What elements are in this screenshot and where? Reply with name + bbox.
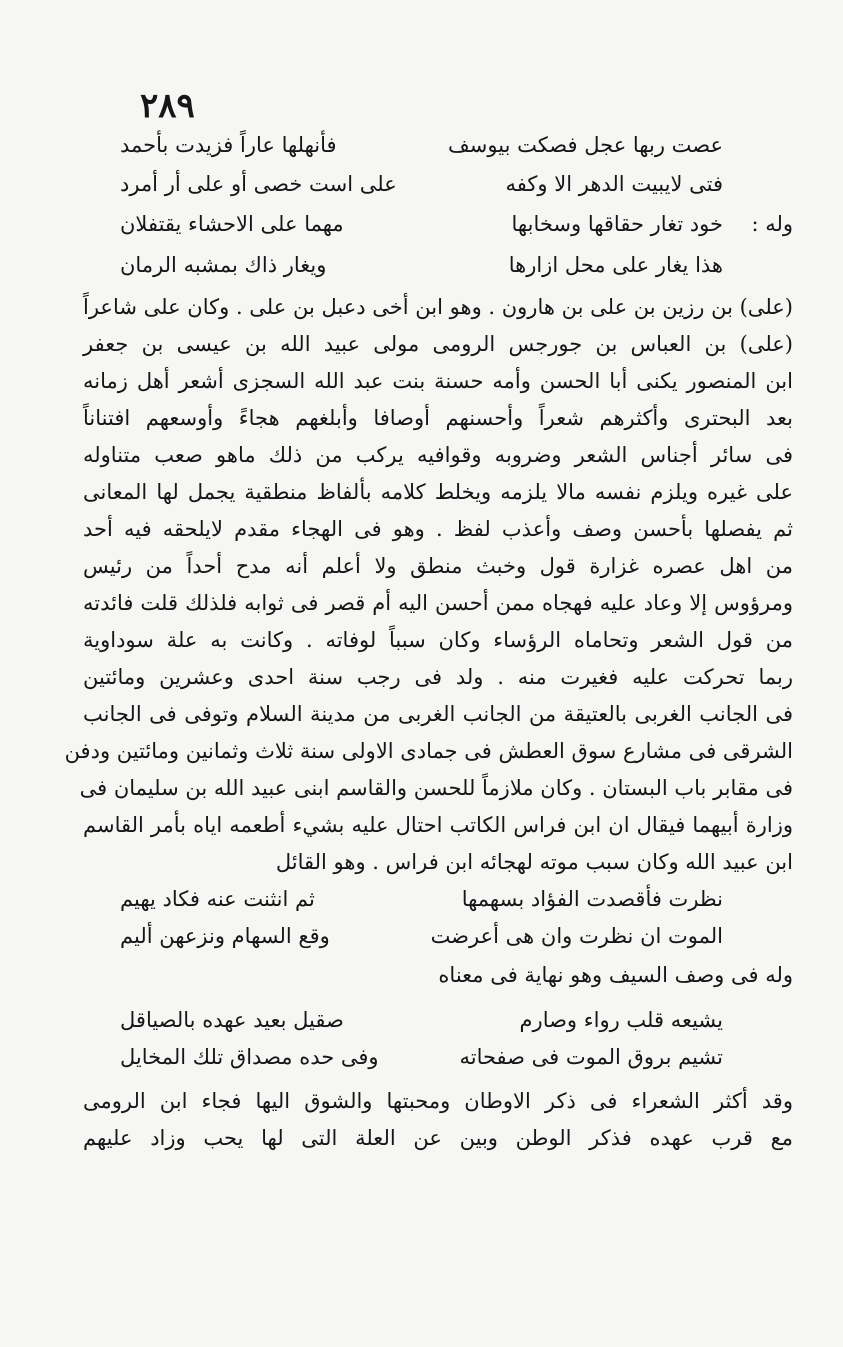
verse-hemistich: فأنهلها عاراً فزيدت بأحمد bbox=[120, 133, 337, 157]
sword-intro: وله فى وصف السيف وهو نهاية فى معناه bbox=[438, 963, 793, 987]
verse-hemistich: ويغار ذاك بمشبه الرمان bbox=[120, 253, 327, 277]
prose-line: ابن عبيد الله وكان سبب موته لهجائه ابن فراس . وهو القائل bbox=[275, 850, 793, 874]
verse-hemistich: الموت ان نظرت وان هى أعرضت bbox=[430, 924, 723, 948]
prose-line: مع قرب عهده فذكر الوطن وبين عن العلة التى لها يحب وزاد عليهم bbox=[83, 1126, 793, 1150]
prose-line: فى سائر أجناس الشعر وضروبه وقوافيه يركب من ذلك ماهو صعب متناوله bbox=[83, 443, 793, 467]
prose-line: من اهل عصره غزارة قول وخبث منطق ولا أعلم أنه مدح أحداً من رئيس bbox=[83, 554, 793, 578]
verse-hemistich: هذا يغار على محل ازارها bbox=[508, 253, 723, 277]
verse-hemistich: مهما على الاحشاء يقتفلان bbox=[120, 212, 344, 236]
walahu-label: وله : bbox=[751, 212, 793, 236]
prose-line: على غيره ويلزم نفسه مالا يلزمه ويخلط كلامه بألفاظ منطقية يجمل لها المعانى bbox=[83, 480, 793, 504]
verse-hemistich: وقع السهام ونزعهن أليم bbox=[120, 924, 330, 948]
prose-line: بعد البحترى وأكثرهم شعراً وأحسنهم أوصافا وأبلغهم هجاءً وأوسعهم افتناناً bbox=[83, 406, 793, 430]
prose-line: ربما تحركت عليه فغيرت منه . ولد فى رجب سنة احدى وعشرين ومائتين bbox=[83, 665, 793, 689]
page-number: ٢٨٩ bbox=[140, 86, 195, 126]
verse-hemistich: فتى لايبيت الدهر الا وكفه bbox=[505, 172, 723, 196]
prose-line: فى الجانب الغربى بالعتيقة من الجانب الغربى من مدينة السلام وتوفى فى الجانب bbox=[83, 702, 793, 726]
verse-hemistich: على است خصى أو على أر أمرد bbox=[120, 172, 397, 196]
prose-line: وقد أكثر الشعراء فى ذكر الاوطان ومحبتها والشوق اليها فجاء ابن الرومى bbox=[83, 1089, 793, 1113]
prose-line: الشرقى فى مشارع سوق العطش فى جمادى الاولى سنة ثلاث وثمانين ومائتين ودفن bbox=[64, 739, 793, 763]
verse-hemistich: عصت ربها عجل فصكت بيوسف bbox=[448, 133, 723, 157]
verse-hemistich: خود تغار حقاقها وسخابها bbox=[511, 212, 723, 236]
verse-hemistich: ثم انثنت عنه فكاد يهيم bbox=[120, 887, 315, 911]
verse-hemistich: يشيعه قلب رواء وصارم bbox=[519, 1008, 723, 1032]
prose-line: ابن المنصور يكنى أبا الحسن وأمه حسنة بنت عبد الله السجزى أشعر أهل زمانه bbox=[83, 369, 793, 393]
prose-line: ثم يفصلها بأحسن وصف وأعذب لفظ . وهو فى الهجاء مقدم لايلحقه فيه أحد bbox=[83, 517, 793, 541]
verse-hemistich: نظرت فأقصدت الفؤاد بسهمها bbox=[461, 887, 723, 911]
prose-line: (على) بن رزين بن على بن هارون . وهو ابن أخى دعبل بن على . وكان على شاعراً bbox=[83, 295, 793, 319]
prose-line: (على) بن العباس بن جورجس الرومى مولى عبيد الله بن عيسى بن جعفر bbox=[83, 332, 793, 356]
verse-hemistich: تشيم بروق الموت فى صفحاته bbox=[459, 1045, 723, 1069]
verse-hemistich: صقيل بعيد عهده بالصياقل bbox=[120, 1008, 344, 1032]
prose-line: من قول الشعر وتحاماه الرؤساء وكان سبباً لوفاته . وكانت به علة سوداوية bbox=[83, 628, 793, 652]
prose-line: وزارة أبيهما فيقال ان ابن فراس الكاتب احتال عليه بشيء أطعمه اياه بأمر القاسم bbox=[83, 813, 793, 837]
prose-line: ومرؤوس إلا وعاد عليه فهجاه ممن أحسن اليه أم قصر فى ثوابه فلذلك قلت فائدته bbox=[83, 591, 793, 615]
verse-hemistich: وفى حده مصداق تلك المخايل bbox=[120, 1045, 379, 1069]
prose-line: فى مقابر باب البستان . وكان ملازماً للحسن والقاسم ابنى عبيد الله بن سليمان فى bbox=[79, 776, 793, 800]
